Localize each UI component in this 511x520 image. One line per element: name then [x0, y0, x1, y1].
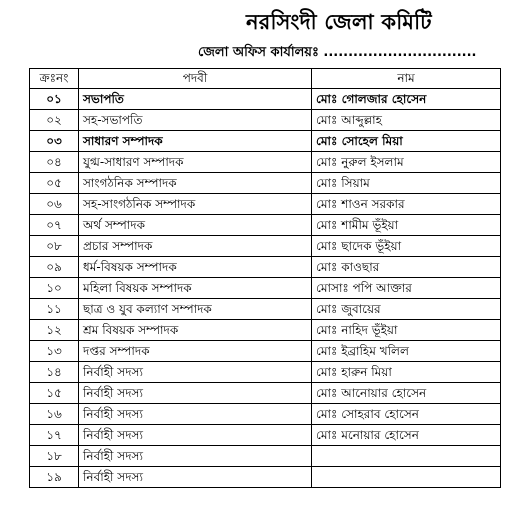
post-cell: মহিলা বিষয়ক সম্পাদক	[79, 278, 312, 299]
serial-cell: ০২	[30, 110, 79, 131]
column-header-name: নাম	[312, 69, 501, 89]
post-cell: নির্বাহী সদস্য	[79, 404, 312, 425]
serial-cell: ১০	[30, 278, 79, 299]
name-cell: মোঃ ইব্রাহিম খলিল	[312, 341, 501, 362]
name-cell	[312, 467, 501, 488]
serial-cell: ০৭	[30, 215, 79, 236]
name-cell: মোঃ শাওন সরকার	[312, 194, 501, 215]
post-cell: নির্বাহী সদস্য	[79, 467, 312, 488]
post-cell: সাংগঠনিক সম্পাদক	[79, 173, 312, 194]
post-cell: প্রচার সম্পাদক	[79, 236, 312, 257]
committee-table	[29, 68, 501, 488]
name-cell: মোঃ কাওছার	[312, 257, 501, 278]
serial-cell: ০৩	[30, 131, 79, 152]
post-cell: অর্থ সম্পাদক	[79, 215, 312, 236]
name-cell: মোঃ হারুন মিয়া	[312, 362, 501, 383]
serial-cell: ০৫	[30, 173, 79, 194]
post-cell: নির্বাহী সদস্য	[79, 362, 312, 383]
name-cell: মোঃ সিয়াম	[312, 173, 501, 194]
table-row	[30, 446, 501, 467]
table-row	[30, 467, 501, 488]
post-cell: নির্বাহী সদস্য	[79, 425, 312, 446]
post-cell: শ্রম বিষয়ক সম্পাদক	[79, 320, 312, 341]
name-cell: মোসাঃ পপি আক্তার	[312, 278, 501, 299]
name-cell: মোঃ নাহিদ ভূঁইয়া	[312, 320, 501, 341]
table-row	[30, 215, 501, 236]
name-cell: মোঃ ছাদেক ভূঁইয়া	[312, 236, 501, 257]
table-row	[30, 173, 501, 194]
table-row	[30, 131, 501, 152]
page-title: নরসিংদী জেলা কমিটি	[246, 10, 432, 34]
table-row	[30, 110, 501, 131]
table-row	[30, 404, 501, 425]
serial-cell: ০৮	[30, 236, 79, 257]
name-cell: মোঃ সোহেল মিয়া	[312, 131, 501, 152]
post-cell: সাধারণ সম্পাদক	[79, 131, 312, 152]
name-cell	[312, 446, 501, 467]
serial-cell: ০৬	[30, 194, 79, 215]
table-row	[30, 320, 501, 341]
post-cell: ধর্ম-বিষয়ক সম্পাদক	[79, 257, 312, 278]
table-row	[30, 194, 501, 215]
serial-cell: ১৩	[30, 341, 79, 362]
serial-cell: ০১	[30, 89, 79, 110]
name-cell: মোঃ আনোয়ার হোসেন	[312, 383, 501, 404]
name-cell: মোঃ নুরুল ইসলাম	[312, 152, 501, 173]
post-cell: নির্বাহী সদস্য	[79, 383, 312, 404]
name-cell: মোঃ আব্দুল্লাহ	[312, 110, 501, 131]
table-body	[30, 89, 501, 488]
serial-cell: ১৪	[30, 362, 79, 383]
office-label: জেলা অফিস কার্যালয়ঃ ...............................	[198, 45, 477, 60]
table-row	[30, 425, 501, 446]
table-row	[30, 341, 501, 362]
name-cell: মোঃ গোলজার হোসেন	[312, 89, 501, 110]
table-row	[30, 236, 501, 257]
serial-cell: ১৮	[30, 446, 79, 467]
table-row	[30, 257, 501, 278]
serial-cell: ১৯	[30, 467, 79, 488]
table-row	[30, 362, 501, 383]
post-cell: সভাপতি	[79, 89, 312, 110]
name-cell: মোঃ মনোয়ার হোসেন	[312, 425, 501, 446]
post-cell: নির্বাহী সদস্য	[79, 446, 312, 467]
serial-cell: ০৯	[30, 257, 79, 278]
post-cell: সহ-সভাপতি	[79, 110, 312, 131]
name-cell: মোঃ শামীম ভূঁইয়া	[312, 215, 501, 236]
table-row	[30, 383, 501, 404]
column-header-serial: ক্রঃনং	[30, 69, 79, 89]
name-cell: মোঃ সোহরাব হোসেন	[312, 404, 501, 425]
post-cell: যুগ্ম-সাধারণ সম্পাদক	[79, 152, 312, 173]
serial-cell: ১১	[30, 299, 79, 320]
table-row	[30, 299, 501, 320]
serial-cell: ১৭	[30, 425, 79, 446]
serial-cell: ১৫	[30, 383, 79, 404]
name-cell: মোঃ জুবায়ের	[312, 299, 501, 320]
post-cell: দপ্তর সম্পাদক	[79, 341, 312, 362]
table-row	[30, 278, 501, 299]
table-header-row	[30, 69, 501, 89]
serial-cell: ১২	[30, 320, 79, 341]
column-header-post: পদবী	[79, 69, 312, 89]
serial-cell: ০৪	[30, 152, 79, 173]
post-cell: সহ-সাংগঠনিক সম্পাদক	[79, 194, 312, 215]
table-row	[30, 89, 501, 110]
serial-cell: ১৬	[30, 404, 79, 425]
post-cell: ছাত্র ও যুব কল্যাণ সম্পাদক	[79, 299, 312, 320]
table-row	[30, 152, 501, 173]
